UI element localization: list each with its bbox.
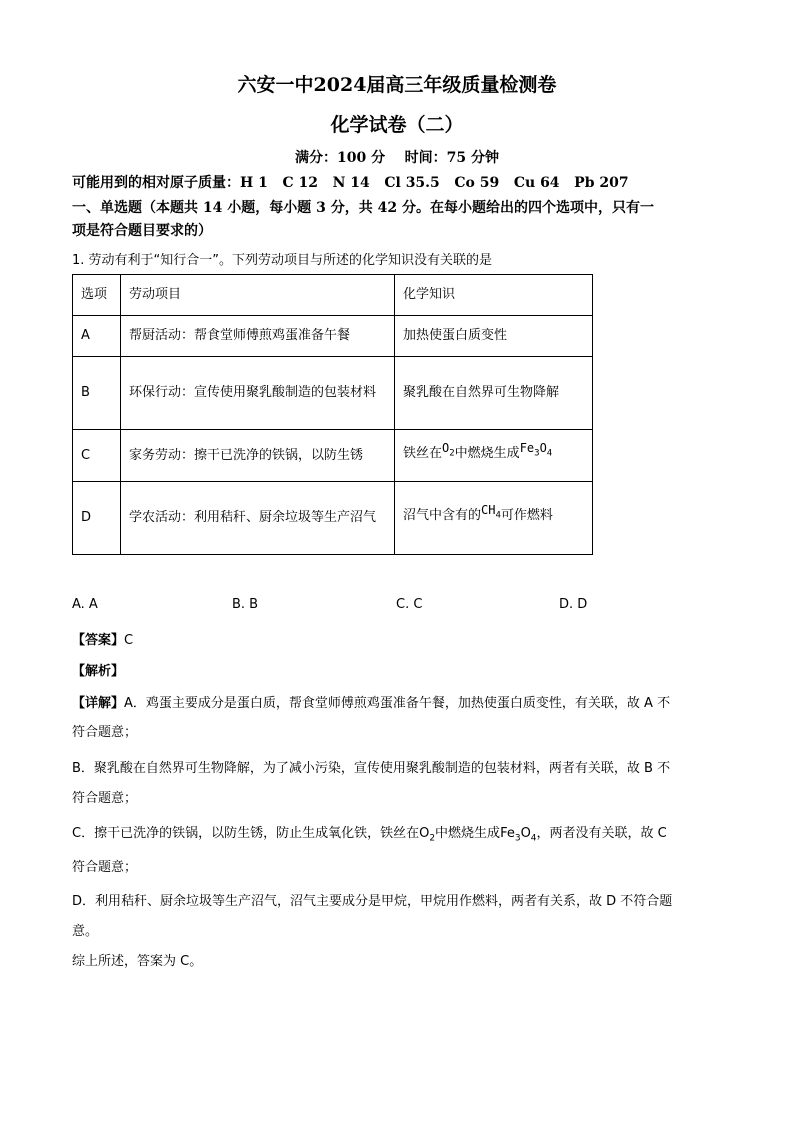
formula-fe3o4: $Fe_3O_4$ xyxy=(519,440,553,459)
exam-title: 六安一中2024届高三年级质量检测卷 xyxy=(237,74,557,96)
atomic-masses: 可能用到的相对原子质量：H 1 C 12 N 14 Cl 35.5 Co 59 Cu 64 Pb 207 xyxy=(72,175,629,191)
answer-line xyxy=(72,629,133,648)
labor-cell: 帮厨活动：帮食堂师傅煎鸡蛋准备午餐 xyxy=(121,316,395,357)
formula-o2-inline: $O_2$ xyxy=(419,826,436,844)
formula-fe3o4-inline: $Fe_3O_4$ xyxy=(500,826,537,844)
option-a[interactable]: A. A xyxy=(72,597,98,612)
option-cell: A xyxy=(73,316,121,357)
option-d[interactable]: D. D xyxy=(559,597,588,612)
labor-cell: 学农活动：利用秸秆、厨余垃圾等生产沼气 xyxy=(121,482,395,555)
table-row xyxy=(73,430,593,482)
table-row xyxy=(73,482,593,555)
detail-line-d2: 意。 xyxy=(72,924,99,939)
chem-cell: 聚乳酸在自然界可生物降解 xyxy=(395,357,593,430)
option-cell: D xyxy=(73,482,121,555)
answer-label: 【答案】 xyxy=(72,633,125,648)
detail-line-d1: D．利用秸秆、厨余垃圾等生产沼气，沼气主要成分是甲烷，甲烷用作燃料，两者有关系，故 D 不符合题 xyxy=(72,894,673,909)
exam-subtitle: 化学试卷（二） xyxy=(330,114,464,136)
summary-line: 综上所述，答案为 C。 xyxy=(72,954,203,969)
chem-text: 沼气中含有的 xyxy=(403,508,482,524)
option-cell: C xyxy=(73,430,121,482)
table-row xyxy=(73,357,593,430)
chem-text: 可作燃料 xyxy=(500,508,553,524)
answer-value: C xyxy=(124,633,134,648)
table-header-cell: 化学知识 xyxy=(395,275,593,316)
chem-text: 中燃烧生成 xyxy=(454,445,520,461)
table-header-cell: 选项 xyxy=(73,275,121,316)
detail-line-c1: C．擦干已洗净的铁锅，以防生锈，防止生成氧化铁，铁丝在$O_2$中燃烧生成$Fe_3O_4$，两者没有关联，故 C xyxy=(72,826,667,844)
table-header-row xyxy=(73,275,593,316)
option-cell: B xyxy=(73,357,121,430)
formula-o2: $O_2$ xyxy=(442,440,455,459)
section-heading-line2: 项是符合题目要求的） xyxy=(72,223,212,239)
detail-line-c2: 符合题意； xyxy=(72,860,138,875)
option-b[interactable]: B. B xyxy=(232,597,259,612)
question-stem: 1. 劳动有利于“知行合一”。下列劳动项目与所述的化学知识没有关联的是 xyxy=(72,253,493,268)
chem-text: 铁丝在 xyxy=(403,445,443,461)
detail-line-a2: 符合题意； xyxy=(72,725,138,740)
formula-ch4: $CH_4$ xyxy=(481,503,501,521)
table-header-cell: 劳动项目 xyxy=(121,275,395,316)
detail-label: 【详解】 xyxy=(72,696,125,711)
analysis-label: 【解析】 xyxy=(72,664,125,679)
detail-line-b1: B．聚乳酸在自然界可生物降解，为了减小污染，宣传使用聚乳酸制造的包装材料，两者有关联，故 B 不 xyxy=(72,761,671,776)
chem-cell: 加热使蛋白质变性 xyxy=(395,316,593,357)
chem-cell xyxy=(395,482,593,555)
detail-line-a1: 【详解】A．鸡蛋主要成分是蛋白质，帮食堂师傅煎鸡蛋准备午餐，加热使蛋白质变性，有关联，故 A 不 xyxy=(72,696,671,711)
section-heading-line1: 一、单选题（本题共 14 小题，每小题 3 分，共 42 分。在每小题给出的四个选项中，只有一 xyxy=(72,200,654,216)
option-c[interactable]: C. C xyxy=(396,597,423,612)
detail-line-b2: 符合题意； xyxy=(72,791,138,806)
chem-cell xyxy=(395,430,593,482)
score-time: 满分：100 分 时间：75 分钟 xyxy=(295,150,499,166)
labor-cell: 环保行动：宣传使用聚乳酸制造的包装材料 xyxy=(121,357,395,430)
labor-cell: 家务劳动：擦干已洗净的铁锅，以防生锈 xyxy=(121,430,395,482)
table-row xyxy=(73,316,593,357)
question-table xyxy=(72,274,593,555)
